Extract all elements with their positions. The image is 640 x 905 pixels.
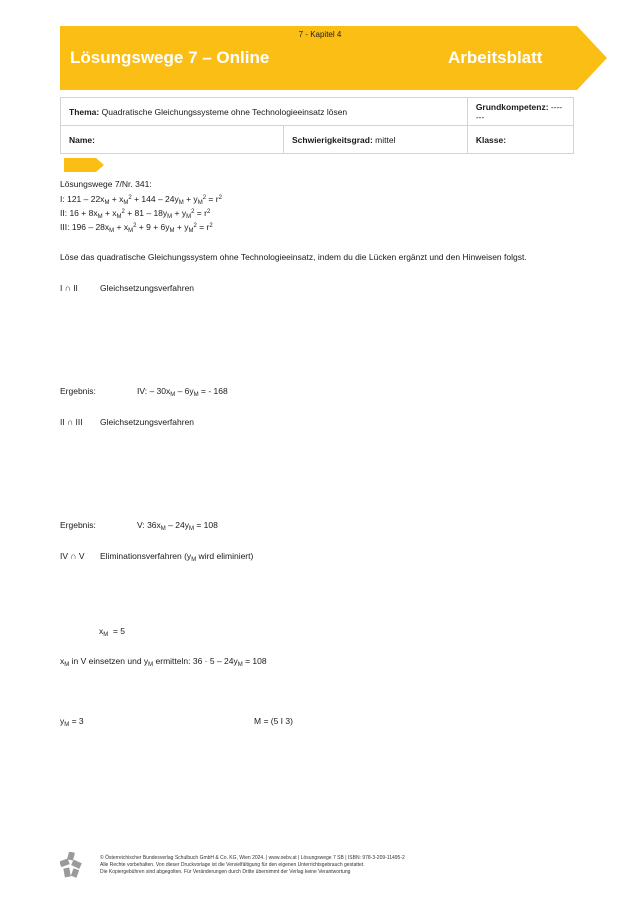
schwierigkeit-cell: Schwierigkeitsgrad: mittel <box>284 126 468 154</box>
m-result: M = (5 I 3) <box>254 716 293 726</box>
info-table <box>60 97 574 154</box>
step2-method: Gleichsetzungsverfahren <box>100 417 195 427</box>
instruction-text: Löse das quadratische Gleichungssystem ohne Technologieeinsatz, indem du die Lücken ergänzt und den Hinweisen folgst. <box>60 252 527 262</box>
insert-instruction: $x_M$ in V einsetzen und $y_M$ ermitteln: $36 \cdot 5 - 24y_M = 108$ <box>60 656 267 668</box>
equation-1: I: $121 - 22x_M + x_M^2 + 144 - 24y_M + y_M^2 = r^2$ <box>60 194 222 206</box>
kompetenz-cell: Grundkompetenz: ------- <box>467 98 573 126</box>
step1-label: I ∩ II <box>60 283 78 293</box>
footer-text <box>100 855 405 876</box>
page-title: Lösungswege 7 – Online <box>70 48 270 67</box>
footer-line-1: © Österreichischer Bundesverlag Schulbuch GmbH & Co. KG, Wien 2024. | www.oebv.at | Lösungswege 7 SB | ISBN: 978-3-209-11495-2 <box>100 855 405 861</box>
footer-line-2: Alle Rechte vorbehalten. Von dieser Druckvorlage ist die Vervielfältigung für den eigenen Unterrichtsgebrauch gestattet. <box>100 862 365 868</box>
name-cell: Name: <box>61 126 284 154</box>
footer-line-3: Die Kopiergebühren sind abgegolten. Für Veränderungen durch Dritte übernimmt der Verlag keine Verantwortung <box>100 869 351 875</box>
result1-equation: IV: – $30x_M - 6y_M$ = - 168 <box>137 386 228 398</box>
result1-label: Ergebnis: <box>60 386 96 396</box>
sheet-type: Arbeitsblatt <box>448 48 543 67</box>
result2-equation: V: $36x_M - 24y_M = 108$ <box>137 520 218 532</box>
chapter-label: 7 - Kapitel 4 <box>298 30 342 39</box>
publisher-logo-icon <box>60 852 82 878</box>
equation-3: III: $196 - 28x_M + x_M^2 + 9 + 6y_M + y_M^2 = r^2$ <box>60 222 213 234</box>
xm-result: $x_M = 5$ <box>99 626 126 638</box>
thema-cell: Thema: Quadratische Gleichungssysteme ohne Technologieeinsatz lösen <box>61 98 468 126</box>
task-reference: Lösungswege 7/Nr. 341: <box>60 179 152 189</box>
arrow-tag-icon <box>64 158 104 172</box>
klasse-cell: Klasse: <box>467 126 573 154</box>
equation-2: II: $16 + 8x_M + x_M^2 + 81 - 18y_M + y_M^2 = r^2$ <box>60 208 211 220</box>
step1-method: Gleichsetzungsverfahren <box>100 283 195 293</box>
step3-label: IV ∩ V <box>60 551 85 561</box>
result2-label: Ergebnis: <box>60 520 96 530</box>
step2-label: II ∩ III <box>60 417 83 427</box>
step3-method: Eliminationsverfahren ($y_M$ wird eliminiert) <box>100 551 254 563</box>
ym-result: $y_M = 3$ <box>60 716 84 728</box>
